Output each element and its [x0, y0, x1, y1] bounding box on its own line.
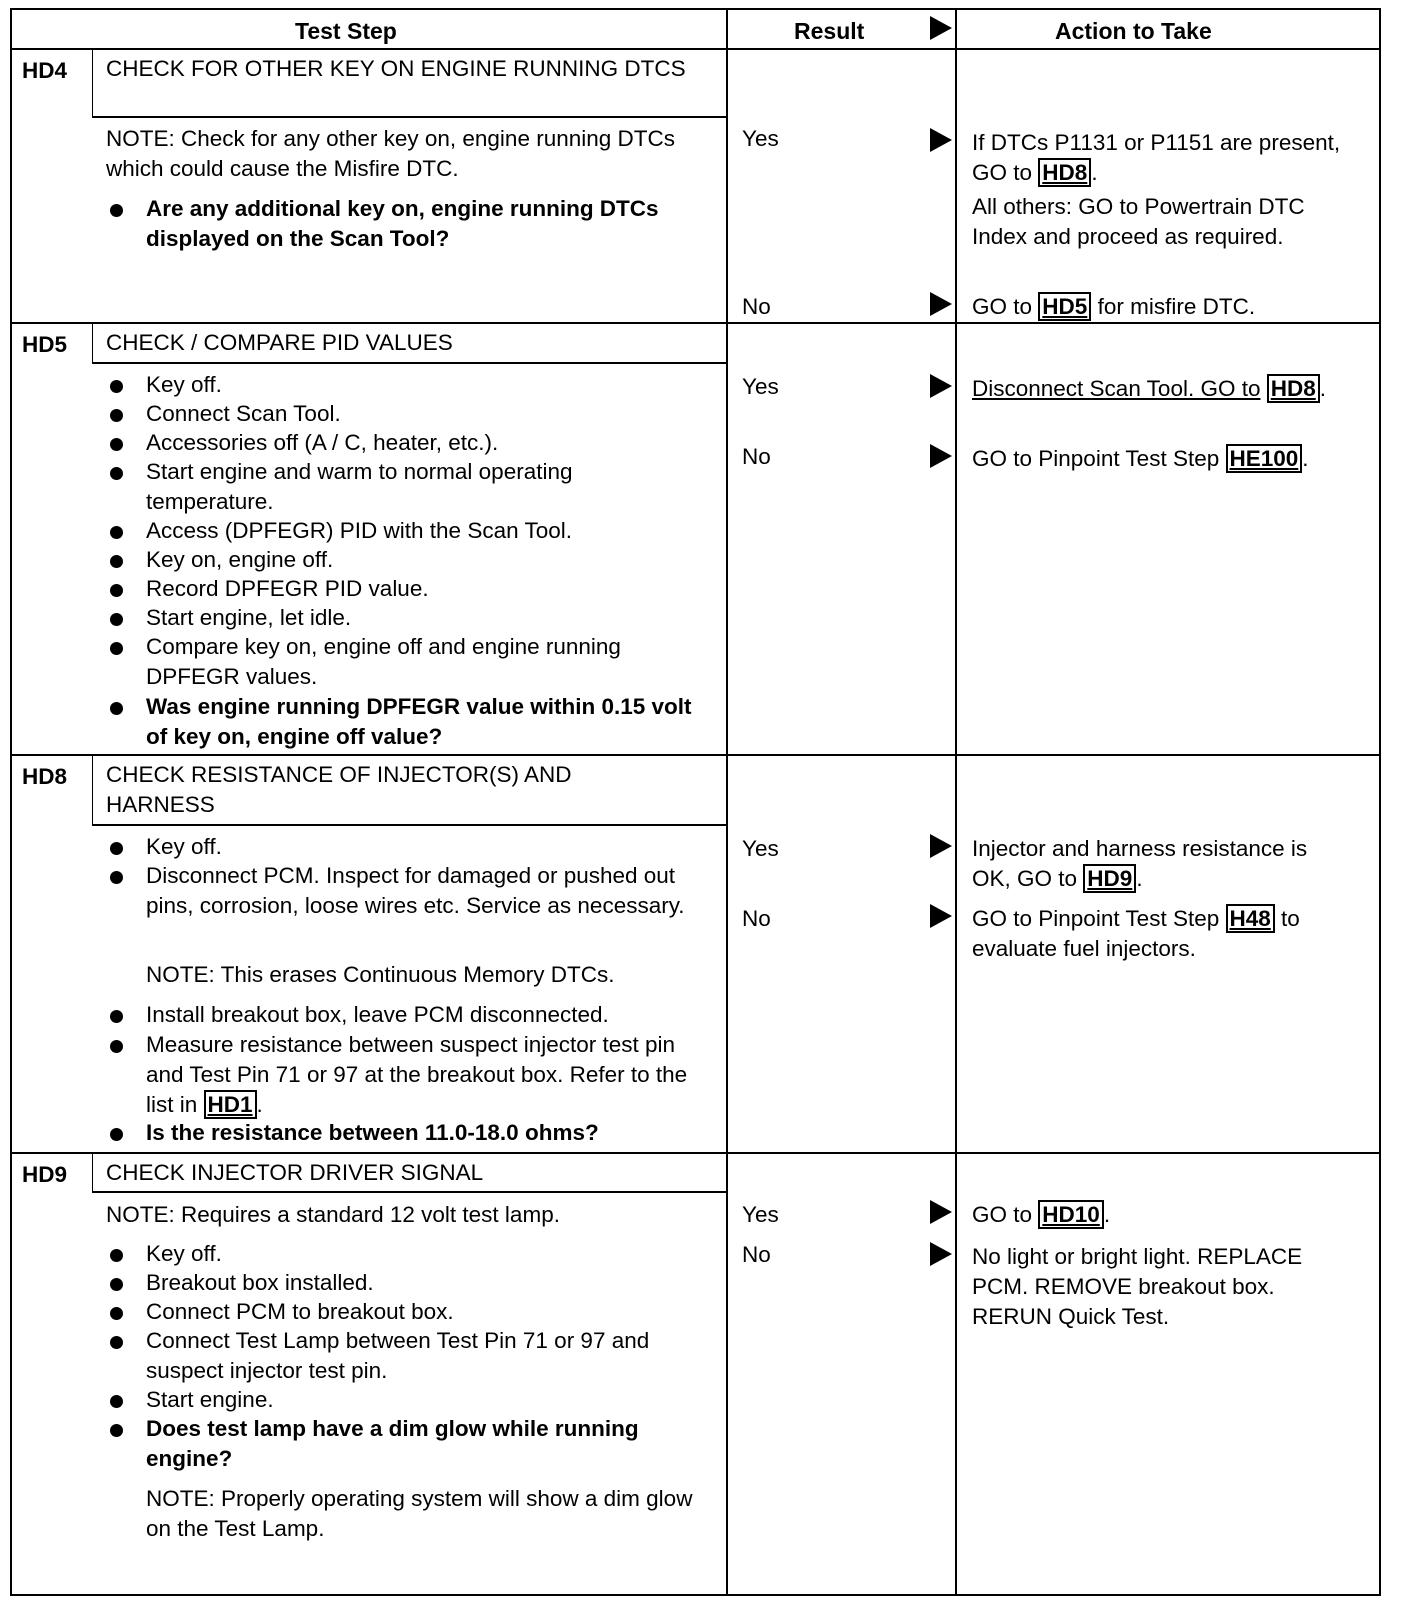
no-action-suffix: for misfire DTC.: [1097, 294, 1256, 319]
header-action: Action to Take: [1055, 18, 1212, 44]
diagnostic-table: [10, 8, 1383, 1596]
list-item: Start engine.: [146, 1387, 274, 1412]
list-item: Install breakout box, leave PCM disconnected.: [146, 1002, 609, 1027]
yes-action: [972, 1200, 1352, 1230]
bullet-icon: [110, 642, 123, 655]
bullet-icon: [110, 1128, 123, 1141]
step-title: CHECK RESISTANCE OF INJECTOR(S) AND HARNESS: [106, 762, 572, 817]
no-arrow-icon: [930, 444, 952, 468]
yes-action-suffix: .: [1103, 1202, 1111, 1227]
yes-action-text: Injector and harness resistance is OK, GO to: [972, 836, 1308, 891]
measure-suffix: .: [256, 1092, 263, 1117]
bullet-icon: [110, 1307, 123, 1320]
ref-link[interactable]: HE100: [1226, 444, 1303, 473]
list-item: Key on, engine off.: [146, 547, 334, 572]
yes-action-suffix: .: [1319, 376, 1327, 401]
ref-link[interactable]: HD1: [204, 1090, 257, 1119]
yes-action: [972, 128, 1352, 188]
step-id: HD9: [22, 1162, 68, 1187]
step-title: CHECK INJECTOR DRIVER SIGNAL: [106, 1160, 484, 1185]
yes-action-suffix: .: [1136, 866, 1143, 891]
bullet-icon: [110, 467, 123, 480]
title-rule: [92, 362, 726, 364]
bullet-icon: [110, 871, 123, 884]
no-arrow-icon: [930, 1242, 952, 1266]
yes-action-text: Disconnect Scan Tool. GO to: [972, 376, 1261, 401]
list-item: Record DPFEGR PID value.: [146, 576, 429, 601]
result-no: No: [742, 294, 771, 319]
bullet-icon: [110, 438, 123, 451]
step-question: Is the resistance between 11.0-18.0 ohms?: [146, 1120, 599, 1145]
row-rule: [10, 322, 1381, 324]
bullet-icon: [110, 842, 123, 855]
bullet-icon: [110, 204, 123, 217]
row-rule: [10, 754, 1381, 756]
ref-link[interactable]: HD5: [1038, 292, 1091, 321]
no-action-text: GO to Pinpoint Test Step: [972, 906, 1220, 931]
no-action: [972, 444, 1332, 474]
list-item: Compare key on, engine off and engine running DPFEGR values.: [146, 634, 621, 689]
bullet-icon: [110, 1040, 123, 1053]
bullet-icon: [110, 1278, 123, 1291]
title-rule: [92, 116, 726, 118]
no-action-suffix: to evaluate fuel injectors.: [972, 906, 1300, 961]
yes-action: [972, 834, 1352, 894]
no-arrow-icon: [930, 292, 952, 316]
step-id: HD5: [22, 332, 68, 357]
result-no: No: [742, 906, 771, 931]
list-item: Connect Test Lamp between Test Pin 71 or 97 and suspect injector test pin.: [146, 1328, 650, 1383]
no-action: [972, 904, 1352, 964]
step-question: Does test lamp have a dim glow while running engine?: [146, 1416, 639, 1471]
result-yes: Yes: [742, 126, 779, 151]
no-action: [972, 292, 1372, 322]
list-item: Start engine, let idle.: [146, 605, 352, 630]
yes-action-text: GO to: [972, 1202, 1033, 1227]
step-note: NOTE: Properly operating system will show a dim glow on the Test Lamp.: [146, 1486, 693, 1541]
step-question: Was engine running DPFEGR value within 0.15 volt of key on, engine off value?: [146, 694, 692, 749]
yes-action-suffix: .: [1091, 160, 1098, 185]
bullet-icon: [110, 526, 123, 539]
ref-link[interactable]: H48: [1226, 904, 1275, 933]
id-divider: [92, 1152, 93, 1192]
list-item: Access (DPFEGR) PID with the Scan Tool.: [146, 518, 572, 543]
bullet-icon: [110, 613, 123, 626]
column-divider-action: [955, 8, 957, 1596]
bullet-icon: [110, 1249, 123, 1262]
list-item: Accessories off (A / C, heater, etc.).: [146, 430, 499, 455]
no-arrow-icon: [930, 904, 952, 928]
bullet-icon: [110, 584, 123, 597]
header-rule: [10, 48, 1381, 50]
list-item: Breakout box installed.: [146, 1270, 374, 1295]
ref-link[interactable]: HD8: [1038, 158, 1091, 187]
result-no: No: [742, 444, 771, 469]
step-note: NOTE: This erases Continuous Memory DTCs.: [146, 962, 615, 987]
bullet-icon: [110, 1395, 123, 1408]
measure-text: Measure resistance between suspect injector test pin and Test Pin 71 or 97 at the breakout box. Refer to the list in: [146, 1032, 688, 1117]
result-yes: Yes: [742, 1202, 779, 1227]
list-item: Disconnect PCM. Inspect for damaged or pushed out pins, corrosion, loose wires etc. Service as necessary.: [146, 863, 685, 918]
no-action-suffix: .: [1302, 446, 1309, 471]
step-title: CHECK FOR OTHER KEY ON ENGINE RUNNING DTCS: [106, 56, 686, 81]
bullet-icon: [110, 555, 123, 568]
list-item: Key off.: [146, 1241, 222, 1266]
yes-arrow-icon: [930, 128, 952, 152]
yes-action: [972, 374, 1352, 404]
bullet-icon: [110, 1010, 123, 1023]
no-action-text: GO to: [972, 294, 1033, 319]
yes-arrow-icon: [930, 374, 952, 398]
header-result: Result: [794, 18, 865, 44]
list-item: Key off.: [146, 834, 222, 859]
result-no: No: [742, 1242, 771, 1267]
yes-action-other: All others: GO to Powertrain DTC Index and proceed as required.: [972, 194, 1305, 249]
bullet-icon: [110, 409, 123, 422]
header-test-step: Test Step: [295, 18, 397, 44]
id-divider: [92, 754, 93, 824]
no-action-text: GO to Pinpoint Test Step: [972, 446, 1220, 471]
yes-action-text: If DTCs P1131 or P1151 are present, GO to: [972, 130, 1341, 185]
ref-link[interactable]: HD8: [1267, 374, 1320, 403]
bullet-icon: [110, 1424, 123, 1437]
yes-arrow-icon: [930, 1200, 952, 1224]
no-action: No light or bright light. REPLACE PCM. REMOVE breakout box. RERUN Quick Test.: [972, 1244, 1303, 1329]
step-id: HD4: [22, 58, 68, 83]
result-yes: Yes: [742, 836, 779, 861]
result-arrow-icon: [930, 16, 952, 40]
step-note: NOTE: Check for any other key on, engine running DTCs which could cause the Misfire DTC.: [106, 126, 676, 181]
bullet-icon: [110, 1336, 123, 1349]
title-rule: [92, 824, 726, 826]
list-item: [146, 1030, 706, 1120]
step-id: HD8: [22, 764, 68, 789]
ref-link[interactable]: HD10: [1038, 1200, 1104, 1229]
id-divider: [92, 322, 93, 362]
yes-arrow-icon: [930, 834, 952, 858]
list-item: Start engine and warm to normal operating temperature.: [146, 459, 573, 514]
step-question: Are any additional key on, engine running DTCs displayed on the Scan Tool?: [146, 196, 659, 251]
result-yes: Yes: [742, 374, 779, 399]
list-item: Connect PCM to breakout box.: [146, 1299, 454, 1324]
ref-link[interactable]: HD9: [1083, 864, 1136, 893]
id-divider: [92, 48, 93, 118]
list-item: Connect Scan Tool.: [146, 401, 341, 426]
step-title: CHECK / COMPARE PID VALUES: [106, 330, 453, 355]
list-item: Key off.: [146, 372, 222, 397]
bullet-icon: [110, 380, 123, 393]
bullet-icon: [110, 702, 123, 715]
row-rule: [10, 1152, 1381, 1154]
column-divider-result: [726, 8, 728, 1596]
title-rule: [92, 1191, 726, 1193]
step-note: NOTE: Requires a standard 12 volt test lamp.: [106, 1202, 560, 1227]
